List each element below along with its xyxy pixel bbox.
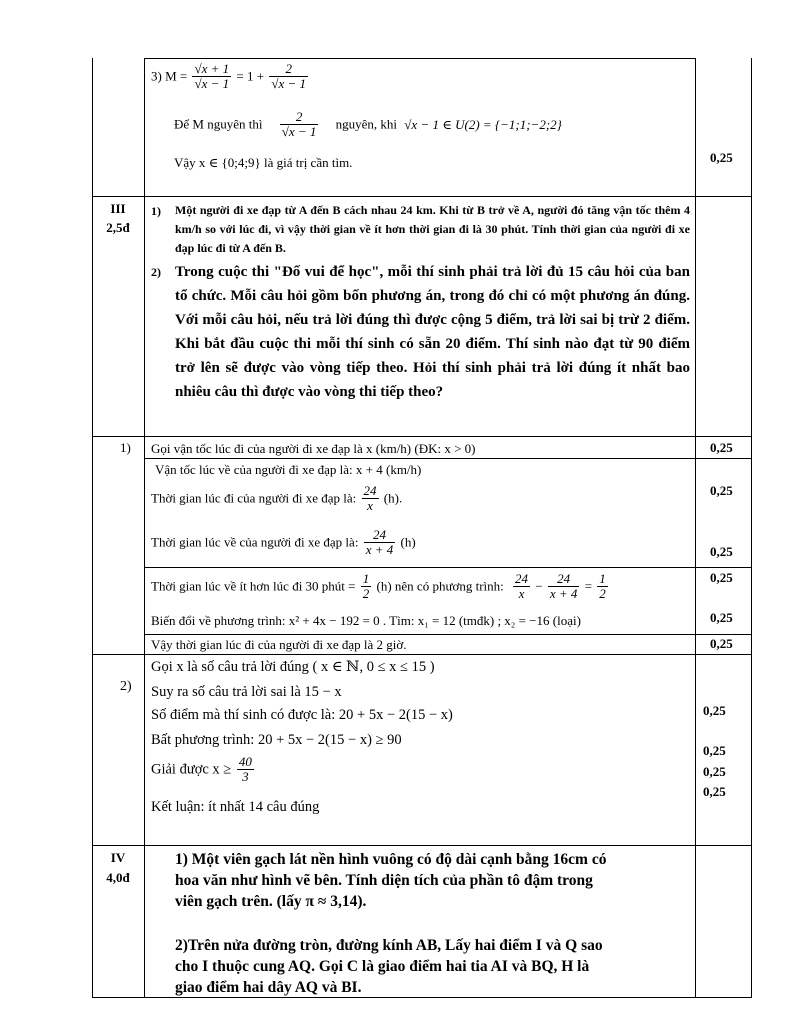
row-divider — [92, 654, 751, 655]
m-fraction-2: $\frac{2}{√x - 1}$ — [271, 61, 307, 91]
score: 0,25 — [703, 703, 726, 718]
row-divider — [144, 567, 751, 568]
column-divider-1 — [144, 58, 145, 998]
score: 0,25 — [703, 764, 726, 779]
solution-line: Suy ra số câu trả lời sai là 15 − x — [151, 684, 342, 700]
row-divider — [144, 634, 751, 635]
solution-line: Số điểm mà thí sinh có được là: 20 + 5x − 2(15 − x) — [151, 707, 453, 723]
solution-line: Kết luận: ít nhất 14 câu đúng — [151, 799, 320, 815]
question-number: 1) — [151, 204, 161, 218]
solution-line: Thời gian lúc về của người đi xe đạp là: $\frac{24}{x + 4}$ (h) — [151, 527, 416, 557]
question-text-line: viên gạch trên. (lấy π ≈ 3,14). — [175, 893, 367, 910]
question-text-line: hoa văn như hình vẽ bên. Tính diện tích của phần tô đậm trong — [175, 872, 593, 889]
section-points: 2,5đ — [106, 220, 130, 235]
score: 0,25 — [710, 150, 733, 165]
solution-line: Gọi x là số câu trả lời đúng ( x ∈ ℕ, 0 ≤ x ≤ 15 ) — [151, 659, 435, 675]
section-points: 4,0đ — [106, 870, 130, 885]
solution-line: Thời gian lúc về ít hơn lúc đi 30 phút = $\frac{1}{2}$ (h) nên có phương trình: $\frac{24}{x}$ − $\frac{24}{x + 4}$ = $\frac{1}{2}$ — [151, 571, 606, 601]
solution-line: Bất phương trình: 20 + 5x − 2(15 − x) ≥ 90 — [151, 732, 402, 748]
score: 0,25 — [710, 440, 733, 455]
score: 0,25 — [710, 610, 733, 625]
solution-line: Vậy thời gian lúc đi của người đi xe đạp là 2 giờ. — [151, 637, 407, 652]
solution-line: Vận tốc lúc về của người đi xe đạp là: x + 4 (km/h) — [155, 462, 422, 477]
solution-line: Gọi vận tốc lúc đi của người đi xe đạp là x (km/h) (ĐK: x > 0) — [151, 441, 476, 456]
score: 0,25 — [703, 784, 726, 799]
score: 0,25 — [710, 483, 733, 498]
m-label: 3) M = — [151, 68, 188, 84]
integer-condition: Để M nguyên thì $\frac{2}{√x - 1}$ nguyên, khi √x − 1 ∈ U(2) = {−1;1;−2;2} — [174, 109, 562, 139]
score: 0,25 — [703, 743, 726, 758]
table-border-right — [751, 58, 752, 998]
column-divider-2 — [695, 58, 696, 998]
row-divider — [92, 436, 751, 437]
solution-line: Biến đổi về phương trình: x² + 4x − 192 = 0 . Tìm: x₁ = 12 (tmđk) ; x₂ = −16 (loại) — [151, 613, 581, 628]
solution-line: Giải được x ≥ $\frac{40}{3}$ — [151, 754, 252, 784]
score: 0,25 — [710, 636, 733, 651]
score: 0,25 — [710, 570, 733, 585]
question-text-line: cho I thuộc cung AQ. Gọi C là giao điểm hai tia AI và BQ, H là — [175, 958, 590, 975]
row-divider — [144, 458, 751, 459]
row-divider — [144, 58, 695, 59]
question-number: 2) — [151, 265, 161, 279]
solution-number: 2) — [120, 679, 132, 694]
section-label: III — [110, 201, 126, 216]
score: 0,25 — [710, 544, 733, 559]
question-text-line: 1) Một viên gạch lát nền hình vuông có độ dài cạnh bằng 16cm có — [175, 851, 607, 868]
solution-line: Thời gian lúc đi của người đi xe đạp là: $\frac{24}{x}$ (h). — [151, 483, 403, 513]
question-1-text: Một người đi xe đạp từ A đến B cách nhau 24 km. Khi từ B trở về A, người đó tăng vận tốc thêm 4 km/h so với lúc đi, vì vậy thời gian về ít hơn thời gian đi là 30 phút. Tính thời gian của người đi xe đạp lúc đi từ A đến B. — [175, 203, 690, 255]
row-divider — [92, 196, 751, 197]
m-fraction: $\frac{√x + 1}{√x - 1}$ — [194, 61, 230, 91]
question-text-line: 2)Trên nửa đường tròn, đường kính AB, Lấy hai điểm I và Q sao — [175, 937, 603, 954]
section-label: IV — [110, 850, 126, 865]
part2-conclusion: Vậy x ∈ {0;4;9} là giá trị cần tìm. — [174, 155, 353, 170]
question-2-text: Trong cuộc thi "Đố vui để học", mỗi thí sinh phải trả lời đủ 15 câu hỏi của ban tổ chức. Mỗi câu hỏi gồm bốn phương án, trong đó chỉ có một phương án đúng. Với mỗi câu hỏi, nếu trả lời đúng thì được cộng 5 điểm, trả lời sai bị trừ 2 điểm. Khi bắt đầu cuộc thi mỗi thí sinh có sẵn 20 điểm. Thí sinh nào đạt từ 90 điểm trở lên sẽ được vào vòng tiếp theo. Hỏi thí sinh phải trả lời đúng ít nhất bao nhiêu câu thì được vào vòng thi tiếp theo? — [175, 264, 690, 400]
solution-number: 1) — [120, 440, 131, 455]
m-expression: 3) M = $\frac{√x + 1}{√x - 1}$ = 1 + $\frac{2}{√x - 1}$ — [151, 61, 307, 91]
question-text-line: giao điểm hai dây AQ và BI. — [175, 979, 362, 996]
row-divider — [92, 845, 751, 846]
